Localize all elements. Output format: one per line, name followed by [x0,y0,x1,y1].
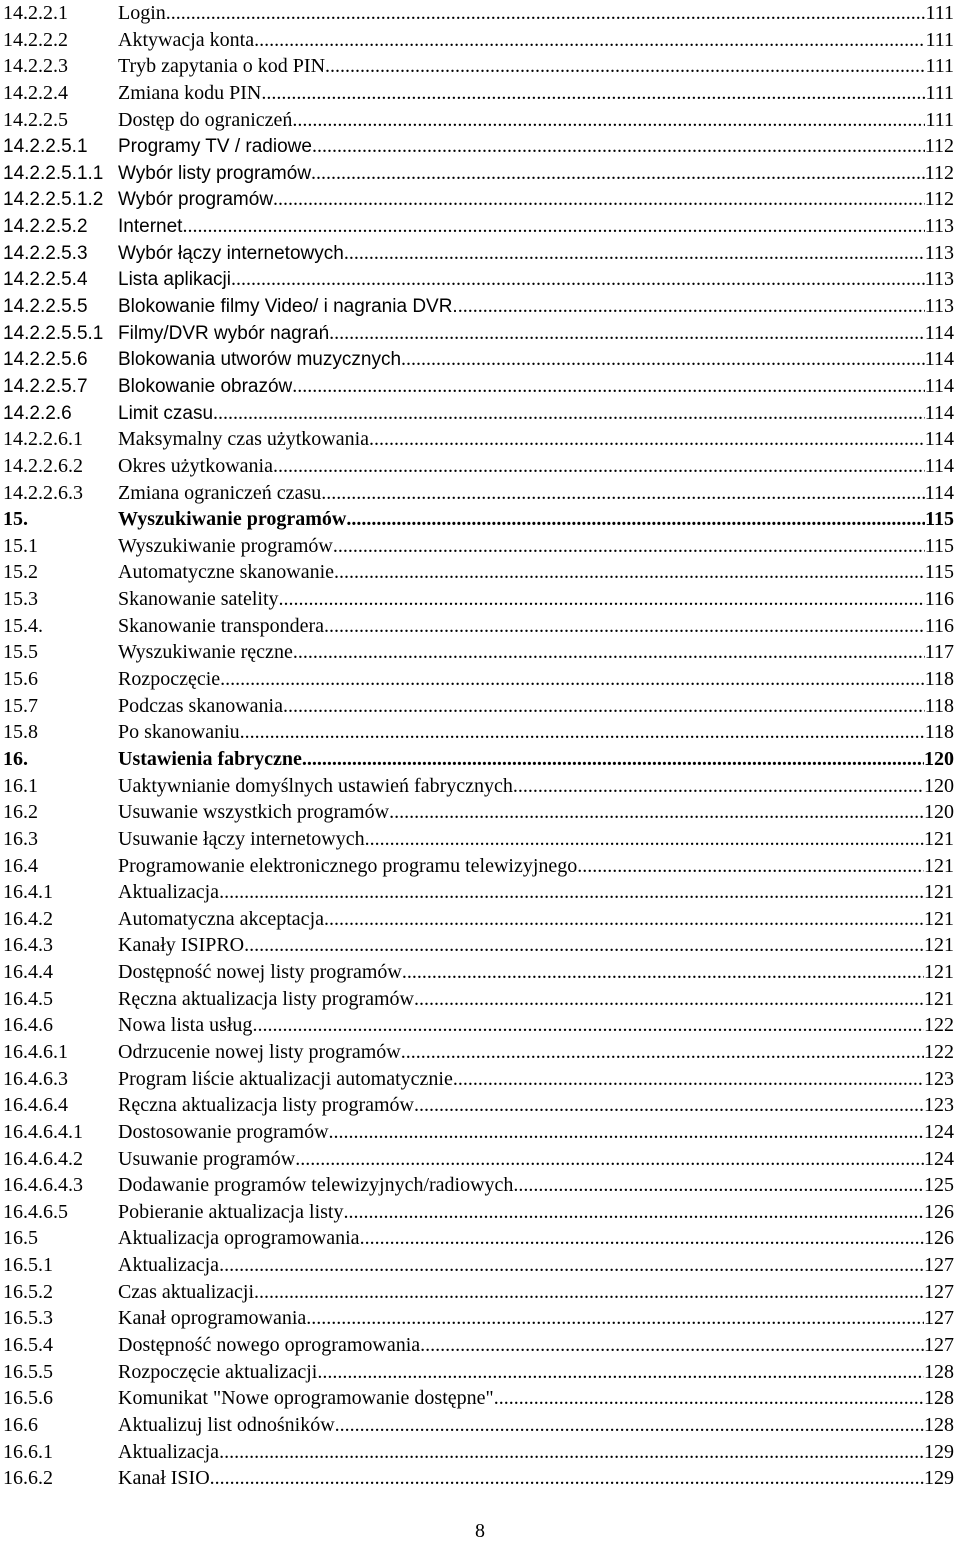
toc-entry[interactable] [3,1279,954,1306]
toc-entry[interactable] [3,293,954,320]
toc-dot-leader [219,879,924,906]
toc-entry-page: 122 [924,1040,954,1063]
toc-entry-number: 16.5.3 [3,1307,53,1330]
toc-entry[interactable] [3,346,954,373]
toc-entry-number: 16.5 [3,1227,38,1250]
toc-entry[interactable] [3,533,954,560]
toc-entry[interactable] [3,320,954,347]
toc-entry-page: 116 [924,588,954,611]
toc-entry[interactable] [3,1465,954,1492]
toc-dot-leader [219,1439,924,1466]
toc-entry-page: 113 [924,268,954,291]
toc-entry-number: 16.4.6.4.1 [3,1120,83,1143]
toc-dot-leader [293,639,925,666]
toc-dot-leader [325,53,925,80]
toc-entry-page: 124 [924,1147,954,1170]
toc-entry-number: 16.2 [3,801,38,824]
toc-dot-leader [273,186,925,213]
toc-entry-page: 128 [924,1387,954,1410]
toc-entry-page: 126 [924,1200,954,1223]
toc-entry-number: 14.2.2.5.2 [3,216,88,238]
toc-dot-leader [261,80,925,107]
toc-entry-page: 114 [924,401,954,424]
toc-dot-leader [213,400,925,427]
toc-entry-title: Zmiana ograniczeń czasu [118,481,322,504]
toc-entry-title: Blokowania utworów muzycznych [118,349,402,371]
toc-entry-page: 113 [924,215,954,238]
toc-entry-title: Tryb zapytania o kod PIN [118,55,326,78]
toc-entry-number: 14.2.2.5.5 [3,296,88,318]
toc-entry-number: 16.4.5 [3,987,53,1010]
toc-entry-title: Zmiana kodu PIN [118,81,262,104]
toc-dot-leader [311,160,925,187]
toc-entry-page: 114 [924,348,954,371]
toc-dot-leader [273,453,925,480]
toc-entry-title: Maksymalny czas użytkowania [118,428,370,451]
toc-entry-page: 111 [925,28,954,51]
toc-dot-leader [220,666,925,693]
toc-entry-title: Rozpoczęcie [118,668,221,691]
toc-entry-number: 16.4.6.3 [3,1067,68,1090]
toc-entry-page: 120 [924,801,954,824]
toc-entry-title: Wyszukiwanie ręczne [118,641,293,664]
toc-entry[interactable] [3,959,954,986]
toc-entry[interactable] [3,1119,954,1146]
toc-dot-leader [335,1412,924,1439]
toc-entry-page: 122 [924,1014,954,1037]
toc-entry-title: Programy TV / radiowe [118,136,312,158]
toc-entry-page: 121 [924,907,954,930]
toc-entry-page: 127 [924,1254,954,1277]
toc-entry[interactable] [3,107,954,134]
toc-entry[interactable] [3,213,954,240]
toc-entry-title: Wybór listy programów [118,162,312,184]
toc-entry-number: 16.4.6.5 [3,1200,68,1223]
toc-entry-title: Dostęp do ograniczeń [118,108,293,131]
toc-entry-number: 16.3 [3,827,38,850]
toc-dot-leader [219,1252,924,1279]
toc-entry-page: 120 [924,774,954,797]
toc-entry[interactable] [3,853,954,880]
toc-entry-number: 16.5.4 [3,1334,53,1357]
toc-entry-number: 16.4.4 [3,961,53,984]
toc-entry[interactable] [3,586,954,613]
toc-dot-leader [334,559,925,586]
toc-entry[interactable] [3,1439,954,1466]
toc-entry-title: Dodawanie programów telewizyjnych/radiowych [118,1174,514,1197]
toc-dot-leader [369,426,925,453]
toc-entry-number: 16.4.1 [3,881,53,904]
toc-entry-page: 111 [925,81,954,104]
toc-entry[interactable] [3,906,954,933]
toc-entry-page: 114 [924,428,954,451]
toc-entry-title: Usuwanie łączy internetowych [118,827,365,850]
toc-entry-title: Ręczna aktualizacja listy programów [118,987,414,1010]
toc-entry-title: Usuwanie programów [118,1147,296,1170]
toc-entry-title: Ustawienia fabryczne [118,747,302,770]
toc-entry-page: 121 [924,827,954,850]
toc-entry-page: 118 [924,721,954,744]
toc-entry[interactable] [3,240,954,267]
toc-entry-title: Komunikat "Nowe oprogramowanie dostępne" [118,1387,494,1410]
toc-entry-number: 14.2.2.6 [3,402,72,424]
toc-entry-page: 126 [924,1227,954,1250]
toc-entry-page: 121 [924,961,954,984]
toc-dot-leader [414,986,924,1013]
toc-dot-leader [254,27,925,54]
toc-entry-number: 14.2.2.1 [3,2,68,24]
toc-entry[interactable] [3,426,954,453]
toc-entry-page: 125 [924,1174,954,1197]
toc-entry-title: Wybór łączy internetowych [118,242,344,264]
toc-entry-page: 111 [925,108,954,131]
toc-entry-number: 16.4.3 [3,934,53,957]
toc-entry-title: Programowanie elektronicznego programu telewizyjnego [118,854,578,877]
toc-entry-number: 16.4.2 [3,907,53,930]
toc-entry-title: Nowa lista usług [118,1014,253,1037]
toc-entry[interactable] [3,799,954,826]
toc-entry-page: 111 [925,55,954,78]
toc-entry[interactable] [3,453,954,480]
toc-entry-number: 16.6 [3,1413,38,1436]
toc-entry-page: 112 [924,135,954,158]
toc-entry-title: Uaktywnianie domyślnych ustawień fabrycznych [118,774,513,797]
toc-entry[interactable] [3,1305,954,1332]
toc-entry[interactable] [3,986,954,1013]
toc-entry-title: Aktualizacja [118,1440,220,1463]
toc-entry-title: Limit czasu [118,402,214,424]
toc-entry-page: 123 [924,1067,954,1090]
toc-entry-page: 114 [924,481,954,504]
toc-entry[interactable] [3,666,954,693]
toc-dot-leader [329,1119,924,1146]
table-of-contents [3,0,954,1492]
toc-dot-leader [401,346,925,373]
toc-entry[interactable] [3,932,954,959]
toc-entry-title: Filmy/DVR wybór nagrań [118,322,330,344]
toc-entry-page: 118 [924,668,954,691]
toc-entry-number: 16.5.1 [3,1254,53,1277]
toc-dot-leader [295,1146,924,1173]
toc-dot-leader [344,240,925,267]
toc-entry[interactable] [3,1092,954,1119]
toc-entry-title: Dostępność nowej listy programów [118,961,402,984]
toc-entry-page: 114 [924,374,954,397]
toc-entry-page: 121 [924,987,954,1010]
toc-dot-leader [453,1066,924,1093]
toc-entry-title: Dostępność nowego oprogramowania [118,1334,421,1357]
toc-entry-title: Kanał ISIO [118,1467,210,1490]
toc-entry[interactable] [3,1385,954,1412]
toc-entry-title: Usuwanie wszystkich programów [118,801,390,824]
toc-entry-page: 113 [924,295,954,318]
toc-entry-title: Program liście aktualizacji automatycznie [118,1067,453,1090]
toc-entry-page: 123 [924,1094,954,1117]
toc-entry-page: 128 [924,1360,954,1383]
toc-dot-leader [414,1092,924,1119]
toc-entry-number: 14.2.2.5.4 [3,269,88,291]
toc-entry-number: 15. [3,508,28,531]
toc-dot-leader [577,853,924,880]
toc-entry-page: 115 [924,534,954,557]
toc-dot-leader [324,613,925,640]
toc-entry-page: 117 [924,641,954,664]
toc-entry-title: Kanały ISIPRO [118,934,245,957]
toc-entry-title: Odrzucenie nowej listy programów [118,1040,401,1063]
toc-entry-number: 16.6.2 [3,1467,53,1490]
toc-entry[interactable] [3,826,954,853]
toc-dot-leader [240,719,925,746]
toc-entry-title: Czas aktualizacji [118,1280,255,1303]
toc-entry-title: Wybór programów [118,189,274,211]
toc-entry-title: Aktualizacja [118,881,220,904]
toc-entry-number: 15.2 [3,561,38,584]
toc-entry-number: 14.2.2.5.1.2 [3,189,104,211]
toc-dot-leader [513,1172,924,1199]
toc-entry[interactable] [3,613,954,640]
toc-entry-page: 113 [924,241,954,264]
toc-entry-page: 120 [924,747,954,770]
toc-dot-leader [283,693,925,720]
page-number: 8 [475,1520,485,1542]
toc-entry-number: 15.4. [3,614,43,637]
toc-entry-number: 15.1 [3,534,38,557]
toc-dot-leader [231,266,925,293]
toc-entry-page: 127 [924,1334,954,1357]
toc-entry[interactable] [3,559,954,586]
toc-entry-number: 16. [3,747,28,770]
toc-dot-leader [292,107,925,134]
toc-dot-leader [458,293,925,320]
toc-entry[interactable] [3,266,954,293]
toc-entry[interactable] [3,746,954,773]
toc-entry-number: 15.3 [3,588,38,611]
toc-entry-number: 14.2.2.5.3 [3,242,88,264]
toc-entry-title: Skanowanie transpondera [118,614,325,637]
toc-entry-page: 114 [924,454,954,477]
toc-entry[interactable] [3,400,954,427]
toc-entry[interactable] [3,639,954,666]
toc-dot-leader [321,480,925,507]
toc-entry[interactable] [3,133,954,160]
toc-dot-leader [420,1332,924,1359]
toc-entry-page: 118 [924,694,954,717]
toc-dot-leader [210,1465,924,1492]
toc-entry[interactable] [3,1359,954,1386]
toc-entry-title: Po skanowaniu [118,721,240,744]
toc-entry-title: Wyszukiwanie programów [118,534,333,557]
toc-entry-number: 16.4.6.1 [3,1040,68,1063]
toc-entry[interactable] [3,1332,954,1359]
toc-entry-title: Pobieranie aktualizacja listy [118,1200,344,1223]
toc-entry-page: 129 [924,1467,954,1490]
toc-entry-number: 14.2.2.6.1 [3,428,83,451]
toc-entry-title: Blokowanie obrazów [118,375,293,397]
toc-entry[interactable] [3,480,954,507]
toc-entry[interactable] [3,1039,954,1066]
toc-entry[interactable] [3,719,954,746]
toc-entry[interactable] [3,1412,954,1439]
toc-entry-page: 127 [924,1307,954,1330]
toc-entry[interactable] [3,0,954,27]
toc-entry-number: 16.5.6 [3,1387,53,1410]
toc-entry-number: 15.8 [3,721,38,744]
toc-entry[interactable] [3,373,954,400]
toc-entry-title: Dostosowanie programów [118,1120,329,1143]
toc-entry[interactable] [3,879,954,906]
toc-dot-leader [401,1039,924,1066]
toc-dot-leader [166,0,926,27]
toc-entry-title: Aktualizacja oprogramowania [118,1227,360,1250]
toc-entry-number: 14.2.2.5.7 [3,375,88,397]
toc-dot-leader [402,959,924,986]
toc-entry-number: 16.4.6.4.3 [3,1174,83,1197]
toc-dot-leader [312,133,925,160]
toc-entry-title: Aktualizacja [118,1254,220,1277]
toc-dot-leader [279,586,925,613]
toc-entry-page: 121 [924,934,954,957]
toc-entry-page: 124 [924,1120,954,1143]
toc-dot-leader [252,1012,924,1039]
toc-entry-number: 16.1 [3,774,38,797]
toc-entry[interactable] [3,506,954,533]
toc-entry-title: Automatyczne skanowanie [118,561,335,584]
toc-entry-number: 14.2.2.5.6 [3,349,88,371]
toc-dot-leader [324,906,924,933]
toc-entry-number: 16.4.6.4 [3,1094,68,1117]
toc-entry-number: 14.2.2.5 [3,108,68,131]
toc-entry-title: Aktywacja konta [118,28,255,51]
toc-dot-leader [346,506,925,533]
toc-entry-number: 14.2.2.6.2 [3,454,83,477]
toc-entry[interactable] [3,1012,954,1039]
toc-entry-number: 16.4.6.4.2 [3,1147,83,1170]
toc-entry[interactable] [3,1172,954,1199]
toc-entry[interactable] [3,773,954,800]
toc-entry-number: 14.2.2.6.3 [3,481,83,504]
toc-entry-title: Podczas skanowania [118,694,283,717]
toc-entry-number: 14.2.2.5.1 [3,136,88,158]
toc-dot-leader [333,533,925,560]
toc-entry-page: 128 [924,1413,954,1436]
toc-entry[interactable] [3,693,954,720]
toc-dot-leader [317,1359,924,1386]
toc-dot-leader [360,1225,924,1252]
toc-entry-page: 112 [924,161,954,184]
toc-entry-title: Automatyczna akceptacja [118,907,324,930]
toc-entry-title: Skanowanie satelity [118,588,279,611]
toc-entry-page: 111 [925,2,954,24]
toc-entry-page: 116 [924,614,954,637]
toc-dot-leader [365,826,924,853]
toc-dot-leader [306,1305,924,1332]
toc-entry-number: 15.7 [3,694,38,717]
toc-entry-title: Wyszukiwanie programów [118,508,347,531]
toc-entry-number: 15.6 [3,668,38,691]
toc-entry-number: 14.2.2.5.5.1 [3,322,104,344]
toc-entry-page: 114 [924,321,954,344]
toc-entry[interactable] [3,1199,954,1226]
toc-entry-title: Okres użytkowania [118,454,273,477]
toc-dot-leader [329,320,925,347]
toc-entry-title: Rozpoczęcie aktualizacji [118,1360,318,1383]
toc-entry-page: 115 [924,561,954,584]
toc-dot-leader [302,746,924,773]
toc-entry-title: Login [118,2,166,24]
toc-entry-title: Ręczna aktualizacja listy programów [118,1094,414,1117]
toc-entry-title: Internet [118,216,183,238]
toc-entry-page: 121 [924,881,954,904]
toc-entry-number: 16.4 [3,854,38,877]
toc-entry[interactable] [3,1252,954,1279]
toc-entry[interactable] [3,186,954,213]
toc-dot-leader [254,1279,924,1306]
toc-entry-number: 14.2.2.5.1.1 [3,162,104,184]
toc-entry-title: Kanał oprogramowania [118,1307,307,1330]
toc-dot-leader [182,213,924,240]
toc-entry-page: 115 [925,508,954,531]
toc-entry-number: 16.5.5 [3,1360,53,1383]
toc-entry-number: 16.6.1 [3,1440,53,1463]
toc-entry[interactable] [3,80,954,107]
toc-entry-number: 14.2.2.2 [3,28,68,51]
toc-entry[interactable] [3,27,954,54]
toc-entry-page: 112 [924,188,954,211]
toc-entry-title: Blokowanie filmy Video/ i nagrania DVR. [118,296,458,318]
toc-entry-number: 14.2.2.4 [3,81,68,104]
toc-entry-title: Aktualizuj list odnośników [118,1413,335,1436]
toc-entry-number: 14.2.2.3 [3,55,68,78]
toc-entry-page: 129 [924,1440,954,1463]
toc-entry-page: 121 [924,854,954,877]
toc-entry-number: 16.4.6 [3,1014,53,1037]
toc-entry-number: 15.5 [3,641,38,664]
toc-entry-page: 127 [924,1280,954,1303]
toc-dot-leader [244,932,924,959]
toc-dot-leader [513,773,924,800]
toc-dot-leader [343,1199,924,1226]
toc-dot-leader [389,799,924,826]
toc-entry[interactable] [3,1066,954,1093]
toc-entry-number: 16.5.2 [3,1280,53,1303]
toc-entry[interactable] [3,53,954,80]
toc-dot-leader [292,373,924,400]
toc-entry[interactable] [3,1225,954,1252]
toc-dot-leader [494,1385,924,1412]
toc-entry-title: Lista aplikacji [118,269,231,291]
toc-entry[interactable] [3,1146,954,1173]
toc-entry[interactable] [3,160,954,187]
